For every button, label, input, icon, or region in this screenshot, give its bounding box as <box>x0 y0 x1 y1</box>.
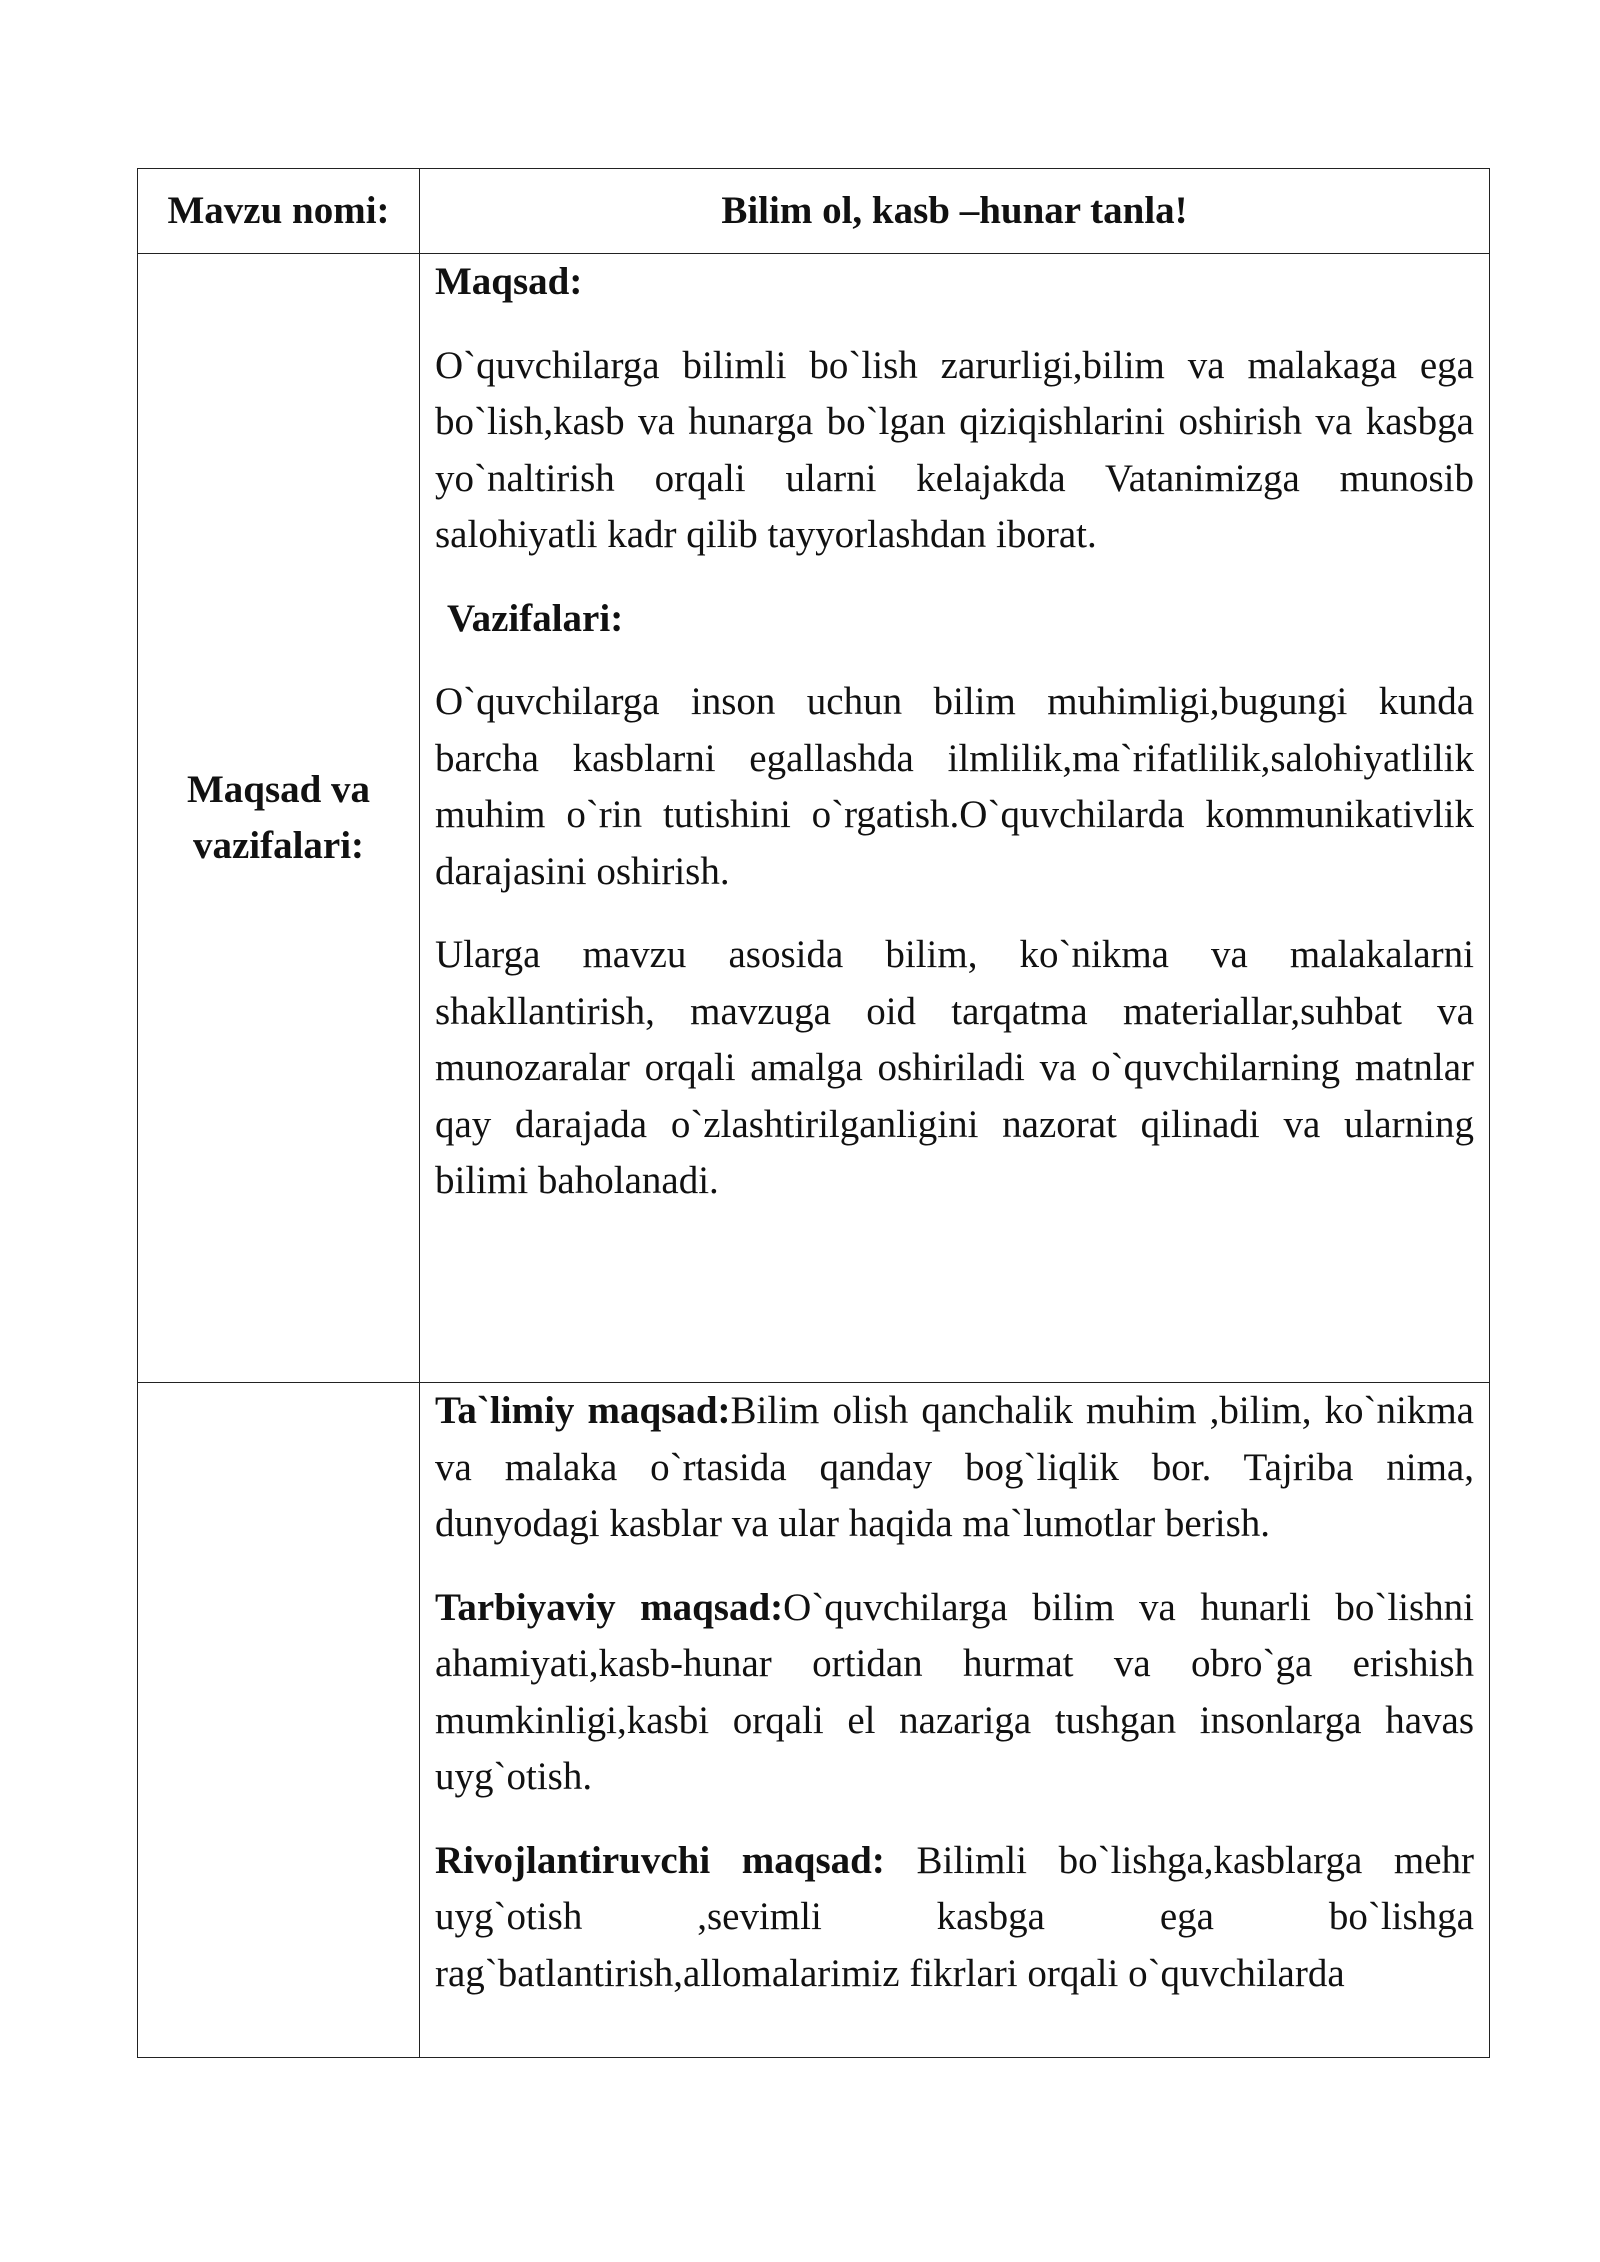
topic-label-cell: Mavzu nomi: <box>138 169 420 254</box>
table-row-goals <box>138 254 1490 1383</box>
rivojlantiruvchi-paragraph <box>435 1833 1474 2003</box>
vazifalari-paragraph-2: Ularga mavzu asosida bilim, ko`nikma va malakalarni shakllantirish, mavzuga oid tarqatma materiallar,suhbat va munozaralar orqali amalga oshiriladi va o`quvchilarning matnlar qay darajada o`zlashtirilganligini nazorat qilinadi va ularning bilimi baholanadi. <box>435 933 1474 1202</box>
tarbiyaviy-label: Tarbiyaviy maqsad: <box>435 1585 784 1629</box>
tarbiyaviy-text: O`quvchilarga bilim va hunarli bo`lishni ahamiyati,kasb-hunar ortidan hurmat va obro`ga erishish mumkinligi,kasbi orqali el nazariga tushgan insonlarga havas uyg`otish. <box>435 1585 1474 1798</box>
table-row-topic <box>138 169 1490 254</box>
goals-content-cell <box>420 254 1490 1383</box>
tarbiyaviy-paragraph <box>435 1580 1474 1806</box>
goals-label-line2: vazifalari: <box>192 824 365 867</box>
goals-label-cell <box>138 254 420 1383</box>
topic-title-cell: Bilim ol, kasb –hunar tanla! <box>420 169 1490 254</box>
vazifalari-paragraph-1: O`quvchilarga inson uchun bilim muhimligi,bugungi kunda barcha kasblarni egallashda ilmlilik,ma`rifatlilik,salohiyatlilik muhim o`rin tutishini o`rgatish.O`quvchilarda kommunikativlik darajasini oshirish. <box>435 680 1474 893</box>
talimiy-label: Ta`limiy maqsad: <box>435 1389 731 1432</box>
talimiy-text: Bilim olish qanchalik muhim ,bilim, ko`nikma va malaka o`rtasida qanday bog`liqlik bor. Tajriba nima, dunyodagi kasblar va ular haqida ma`lumotlar berish. <box>435 1389 1474 1545</box>
objectives-content <box>435 1383 1474 2055</box>
goals-label-line1: Maqsad va <box>186 767 371 811</box>
talimiy-paragraph <box>435 1383 1474 1553</box>
maqsad-heading: Maqsad: <box>435 260 583 303</box>
objectives-content-cell <box>420 1383 1490 2058</box>
maqsad-paragraph: O`quvchilarga bilimli bo`lish zarurligi,bilim va malakaga ega bo`lish,kasb va hunarga bo`lgan qiziqishlarini oshirish va kasbga yo`naltirish orqali ularni kelajakda Vatanimizga munosib salohiyatli kadr qilib tayyorlashdan iborat. <box>435 343 1474 556</box>
lesson-plan-table <box>137 168 1490 2058</box>
rivojlantiruvchi-text: Bilimli bo`lishga,kasblarga mehr uyg`otish ,sevimli kasbga ega bo`lishga rag`batlantirish,allomalarimiz fikrlari orqali o`quvchilarda <box>435 1838 1474 1995</box>
rivojlantiruvchi-label: Rivojlantiruvchi maqsad: <box>435 1838 885 1882</box>
table-row-objectives <box>138 1383 1490 2058</box>
objectives-label-cell <box>138 1383 420 2058</box>
vazifalari-heading: Vazifalari: <box>447 596 624 640</box>
